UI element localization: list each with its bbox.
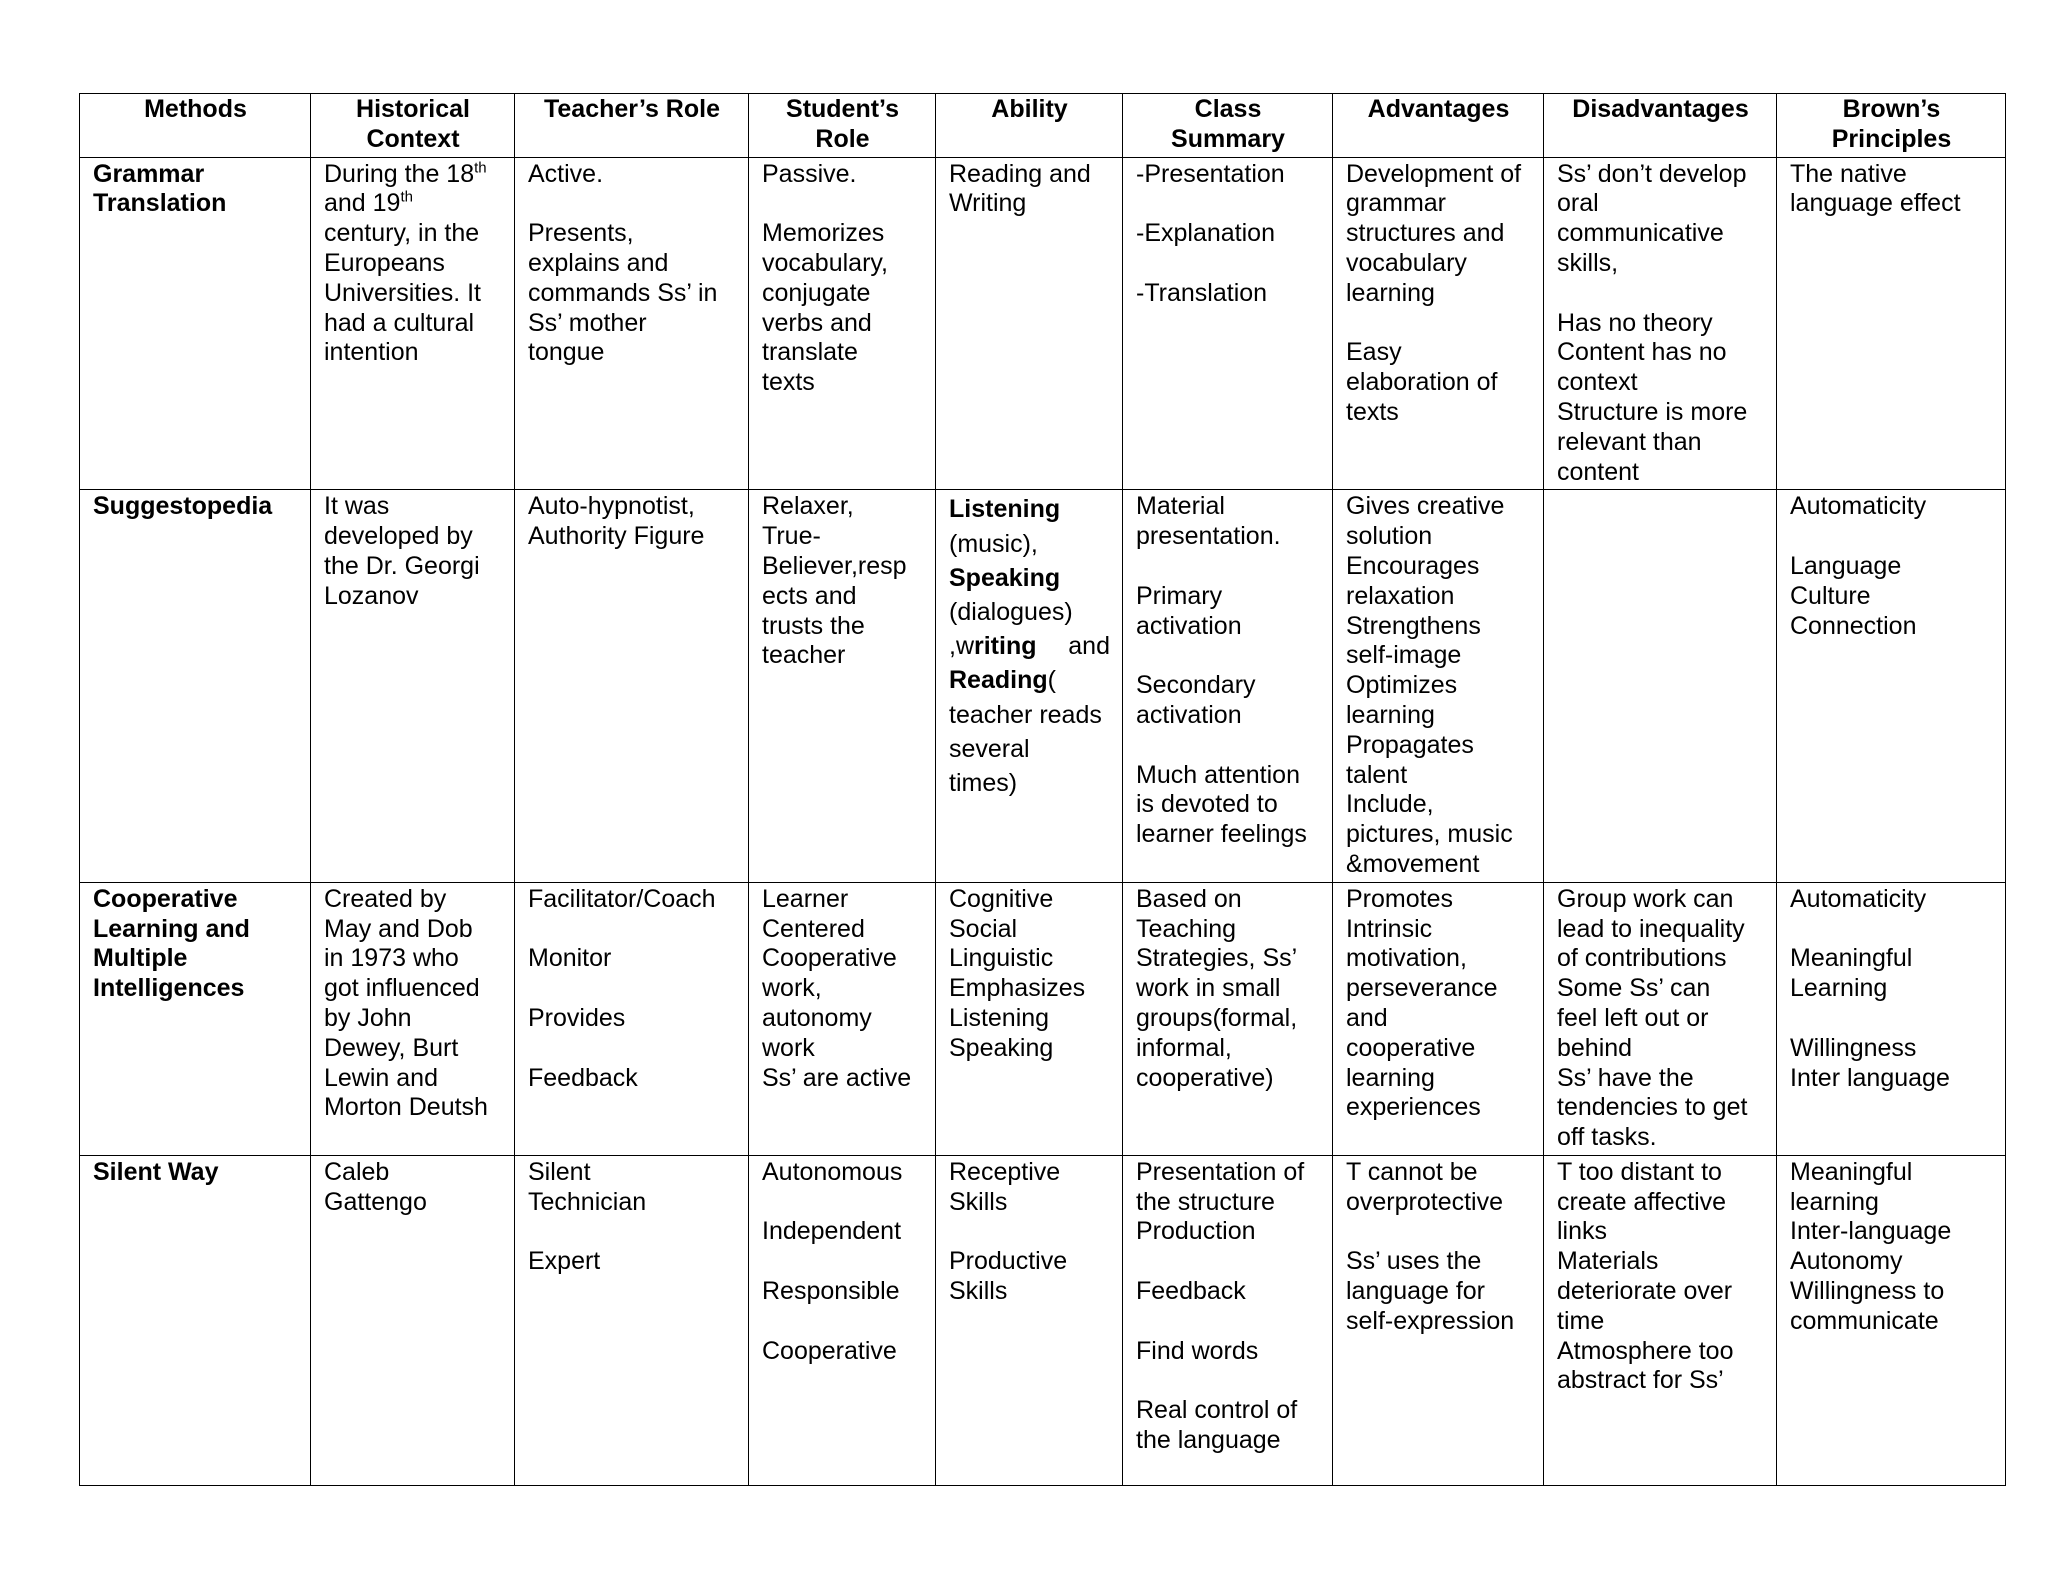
header-methods: Methods [80, 94, 311, 158]
cell-text-line: Ss’ have the [1557, 1063, 1694, 1092]
browns-principles-cell [1777, 490, 2006, 882]
historical-context-cell [311, 1155, 515, 1485]
cell-text-line: experiences [1346, 1093, 1481, 1122]
cell-text-line: Ss’ don’t develop [1557, 159, 1747, 188]
cell-text-line: Feedback [528, 1063, 638, 1092]
methods-comparison-sheet [79, 93, 2005, 1486]
cell-text-line: Meaningful [1790, 1157, 1913, 1186]
table-row [80, 490, 2006, 882]
cell-text-line: Lozanov [324, 581, 419, 610]
line-gap [1790, 1004, 1993, 1034]
header-advantages: Advantages [1333, 94, 1544, 158]
cell-text-line: T cannot be [1346, 1157, 1478, 1186]
cell-text-line: in 1973 who [324, 944, 459, 973]
cell-text-line: elaboration of [1346, 368, 1498, 397]
cell-text-line: autonomy [762, 1003, 872, 1032]
cell-text-line: Secondary [1136, 671, 1256, 700]
cell-text-line: Europeans [324, 248, 445, 277]
header-teachers-role: Teacher’s Role [515, 94, 749, 158]
cell-text-line: Real control of [1136, 1396, 1298, 1425]
cell-text-line: Silent [528, 1157, 591, 1186]
line-gap [1136, 731, 1320, 761]
cell-text-line: Autonomous [762, 1157, 903, 1186]
cell-text-line: of contributions [1557, 944, 1727, 973]
cell-text-line: off tasks. [1557, 1123, 1657, 1152]
methods-table [79, 93, 2006, 1486]
cell-text-line: Gattengo [324, 1187, 427, 1216]
cell-text-line: Meaningful [1790, 944, 1913, 973]
cell-text-line: relevant than [1557, 427, 1702, 456]
cell-text-line: behind [1557, 1033, 1633, 1062]
cell-text-line: Skills [949, 1277, 1008, 1306]
header-disadvantages: Disadvantages [1544, 94, 1777, 158]
advantages-cell [1333, 882, 1544, 1155]
cell-text-line: Include, [1346, 790, 1434, 819]
cell-text-line: self-expression [1346, 1306, 1515, 1335]
method-cell [80, 490, 311, 882]
cell-text-line: Authority Figure [528, 522, 705, 551]
cell-text-line: lead to inequality [1557, 914, 1745, 943]
class-summary-cell [1123, 882, 1333, 1155]
cell-text-line: links [1557, 1217, 1608, 1246]
cell-text-line: learning [1346, 700, 1435, 729]
cell-text-line: Presentation of [1136, 1157, 1305, 1186]
cell-text-line: deteriorate over [1557, 1277, 1733, 1306]
cell-text-line: self-image [1346, 641, 1462, 670]
cell-text-line: century, in the [324, 219, 480, 248]
line-gap [1346, 309, 1531, 339]
cell-text-line: commands Ss’ in [528, 278, 718, 307]
cell-text-line: activation [1136, 611, 1242, 640]
line-gap [949, 1217, 1110, 1247]
cell-text-line: May and Dob [324, 914, 473, 943]
cell-text-line: Materials [1557, 1247, 1659, 1276]
line-gap [1790, 915, 1993, 945]
cell-text-line: explains and [528, 248, 669, 277]
teachers-role-cell [515, 157, 749, 490]
cell-text-line: vocabulary, [762, 248, 888, 277]
disadvantages-cell [1544, 882, 1777, 1155]
method-cell [80, 157, 311, 490]
cell-text-line: learner feelings [1136, 820, 1307, 849]
cell-text-line: Optimizes [1346, 671, 1458, 700]
cell-text-line: create affective [1557, 1187, 1727, 1216]
cell-text-line: It was [324, 492, 390, 521]
line-gap [1136, 1366, 1320, 1396]
cell-text-line: verbs and [762, 308, 872, 337]
cell-text-line: Willingness to [1790, 1277, 1945, 1306]
cell-text-line: Presents, [528, 219, 634, 248]
class-summary-cell [1123, 1155, 1333, 1485]
cell-text-line: Memorizes [762, 219, 885, 248]
cell-text-line: conjugate [762, 278, 871, 307]
cell-text-line: Technician [528, 1187, 647, 1216]
cell-text-line: Translation [93, 189, 227, 218]
cell-text-line: Primary [1136, 581, 1223, 610]
cell-text-line: Expert [528, 1247, 601, 1276]
cell-text-line: Find words [1136, 1336, 1259, 1365]
line-gap [1557, 279, 1764, 309]
header-historical-context: Historical Context [311, 94, 515, 158]
cell-text-line: presentation. [1136, 522, 1281, 551]
advantages-cell [1333, 490, 1544, 882]
cell-text-line: learning [1790, 1187, 1879, 1216]
cell-text-line: Emphasizes [949, 974, 1086, 1003]
line-gap [528, 974, 736, 1004]
cell-text-line: Content has no [1557, 338, 1727, 367]
cell-text-line: Relaxer, [762, 492, 854, 521]
browns-principles-cell [1777, 157, 2006, 490]
students-role-cell [749, 490, 936, 882]
cell-text-line: Active. [528, 159, 604, 188]
cell-text-line: Believer,resp [762, 551, 907, 580]
students-role-cell [749, 882, 936, 1155]
cell-text-line: Grammar [93, 159, 205, 188]
ability-cell [936, 1155, 1123, 1485]
ability-cell [936, 882, 1123, 1155]
cell-text-line: work, [762, 974, 822, 1003]
cell-text-line: grammar [1346, 189, 1447, 218]
header-row [80, 94, 2006, 158]
cell-text-line: abstract for Ss’ [1557, 1366, 1724, 1395]
cell-text-line: Atmosphere too [1557, 1336, 1734, 1365]
cell-text-line: work in small [1136, 974, 1281, 1003]
cell-text-line: Created by [324, 884, 447, 913]
advantages-cell [1333, 157, 1544, 490]
cell-text-line: The native [1790, 159, 1907, 188]
historical-context-cell [311, 490, 515, 882]
cell-text-line: tongue [528, 338, 605, 367]
cell-text-line: the structure [1136, 1187, 1275, 1216]
cell-text-line: Linguistic [949, 944, 1054, 973]
cell-text-line: Much attention [1136, 760, 1300, 789]
method-cell [80, 1155, 311, 1485]
cell-text-line: Ss’ mother [528, 308, 647, 337]
line-gap [1136, 1247, 1320, 1277]
cell-text-line: relaxation [1346, 581, 1455, 610]
cell-text-line: Learning and [93, 914, 250, 943]
cell-text-line: Multiple [93, 944, 188, 973]
disadvantages-cell [1544, 157, 1777, 490]
cell-text-line: communicate [1790, 1306, 1939, 1335]
cell-text-line: language for [1346, 1277, 1486, 1306]
cell-text-line: language effect [1790, 189, 1961, 218]
teachers-role-cell [515, 882, 749, 1155]
cell-text-line: is devoted to [1136, 790, 1278, 819]
cell-text-line: Based on [1136, 884, 1242, 913]
cell-text-line: Productive [949, 1247, 1068, 1276]
cell-text-line: oral [1557, 189, 1599, 218]
cell-text-line: Material [1136, 492, 1225, 521]
line-gap [1136, 552, 1320, 582]
cell-text-line: Cooperative [762, 944, 897, 973]
students-role-cell [749, 1155, 936, 1485]
cell-text-line: ects and [762, 581, 857, 610]
cell-text-line: and [1346, 1003, 1388, 1032]
cell-text-line: cooperative) [1136, 1063, 1274, 1092]
cell-text-line: overprotective [1346, 1187, 1504, 1216]
cell-text-line: Ss’ are active [762, 1063, 912, 1092]
class-summary-cell [1123, 157, 1333, 490]
cell-text-line: Writing [949, 189, 1027, 218]
cell-text-line: learning [1346, 278, 1435, 307]
cell-text-line: structures and [1346, 219, 1505, 248]
browns-principles-cell [1777, 882, 2006, 1155]
cell-text-line: Connection [1790, 611, 1917, 640]
cell-text-line: context [1557, 368, 1638, 397]
cell-text-line: Easy [1346, 338, 1402, 367]
cell-text-line: True- [762, 522, 821, 551]
cell-text-line: cooperative [1346, 1033, 1476, 1062]
cell-text-line: Responsible [762, 1277, 900, 1306]
cell-text-line: Social [949, 914, 1018, 943]
disadvantages-cell [1544, 490, 1777, 882]
cell-text-line: Suggestopedia [93, 492, 273, 521]
cell-text-line: Provides [528, 1003, 626, 1032]
students-role-cell [749, 157, 936, 490]
teachers-role-cell [515, 490, 749, 882]
cell-text-line: Language [1790, 551, 1902, 580]
cell-text-line: Gives creative [1346, 492, 1505, 521]
line-gap [528, 1217, 736, 1247]
line-gap [762, 189, 923, 219]
cell-text-line: Willingness [1790, 1033, 1917, 1062]
historical-context-cell: During the 18th and 19th century, in the Europeans Universities. It had a cultural intention [311, 157, 515, 490]
class-summary-cell [1123, 490, 1333, 882]
cell-text-line: Facilitator/Coach [528, 884, 716, 913]
cell-text-line: texts [1346, 397, 1399, 426]
cell-text-line: time [1557, 1306, 1605, 1335]
line-gap [1136, 249, 1320, 279]
cell-text-line: work [762, 1033, 815, 1062]
cell-text-line: Encourages [1346, 551, 1480, 580]
cell-text-line: Production [1136, 1217, 1256, 1246]
cell-text-line: tendencies to get [1557, 1093, 1748, 1122]
cell-text-line: motivation, [1346, 944, 1467, 973]
cell-text-line: learning [1346, 1063, 1435, 1092]
cell-text-line: Reading and [949, 159, 1091, 188]
cell-text-line: pictures, music [1346, 820, 1513, 849]
header-students-role: Student’s Role [749, 94, 936, 158]
cell-text-line: perseverance [1346, 974, 1498, 1003]
cell-text-line: Independent [762, 1217, 902, 1246]
advantages-cell [1333, 1155, 1544, 1485]
cell-text-line: Cooperative [93, 884, 238, 913]
cell-text-line: Centered [762, 914, 865, 943]
line-gap [528, 189, 736, 219]
cell-text-line: teacher [762, 641, 846, 670]
cell-text-line: -Explanation [1136, 219, 1275, 248]
cell-text-line: Propagates [1346, 730, 1474, 759]
historical-context-cell [311, 882, 515, 1155]
cell-text-line: trusts the [762, 611, 865, 640]
cell-text-line: Skills [949, 1187, 1008, 1216]
teachers-role-cell [515, 1155, 749, 1485]
cell-text-line: Receptive [949, 1157, 1061, 1186]
table-row [80, 157, 2006, 490]
cell-text-line: the Dr. Georgi [324, 551, 480, 580]
ability-cell [936, 157, 1123, 490]
cell-text-line: Morton Deutsh [324, 1093, 488, 1122]
cell-text-line: Ss’ uses the [1346, 1247, 1482, 1276]
cell-text-line: talent [1346, 760, 1408, 789]
cell-text-line: Passive. [762, 159, 857, 188]
cell-text-line: Speaking [949, 1033, 1054, 1062]
cell-text-line: Monitor [528, 944, 612, 973]
cell-text-line: Silent Way [93, 1157, 219, 1186]
cell-text-line: Learning [1790, 974, 1888, 1003]
cell-text-line: Caleb [324, 1157, 390, 1186]
cell-text-line: Auto-hypnotist, [528, 492, 695, 521]
cell-text-line: groups(formal, [1136, 1003, 1298, 1032]
cell-text-line: vocabulary [1346, 248, 1467, 277]
cell-text-line: got influenced [324, 974, 480, 1003]
cell-text-line: developed by [324, 522, 473, 551]
table-row [80, 882, 2006, 1155]
cell-text-line: Has no theory [1557, 308, 1713, 337]
cell-text-line: Culture [1790, 581, 1871, 610]
line-gap [762, 1188, 923, 1218]
method-cell [80, 882, 311, 1155]
cell-text-line: Intelligences [93, 974, 245, 1003]
cell-text-line: -Presentation [1136, 159, 1285, 188]
cell-text-line: Autonomy [1790, 1247, 1903, 1276]
cell-text-line: Structure is more [1557, 397, 1748, 426]
cell-text-line: Teaching [1136, 914, 1237, 943]
line-gap [1136, 189, 1320, 219]
cell-text-line: activation [1136, 700, 1242, 729]
cell-text-line: Development of [1346, 159, 1522, 188]
line-gap [1790, 522, 1993, 552]
cell-text-line: informal, [1136, 1033, 1232, 1062]
cell-text-line: Promotes [1346, 884, 1453, 913]
line-gap [762, 1307, 923, 1337]
cell-text-line: translate [762, 338, 858, 367]
cell-text-line: &movement [1346, 849, 1480, 878]
cell-text-line: by John [324, 1003, 412, 1032]
line-gap [528, 1034, 736, 1064]
cell-text-line: the language [1136, 1426, 1281, 1455]
header-browns-principles: Brown’s Principles [1777, 94, 2006, 158]
cell-text-line: content [1557, 457, 1640, 486]
cell-text-line: texts [762, 368, 815, 397]
table-row [80, 1155, 2006, 1485]
cell-text-line: Strategies, Ss’ [1136, 944, 1298, 973]
cell-text-line: Lewin and [324, 1063, 438, 1092]
header-class-summary: Class Summary [1123, 94, 1333, 158]
line-gap [528, 915, 736, 945]
cell-text-line: solution [1346, 522, 1433, 551]
line-gap [1136, 1307, 1320, 1337]
cell-text-line: Intrinsic [1346, 914, 1433, 943]
cell-text-line: Inter-language [1790, 1217, 1952, 1246]
cell-text-line: T too distant to [1557, 1157, 1722, 1186]
cell-text-line: Group work can [1557, 884, 1734, 913]
cell-text-line: -Translation [1136, 278, 1268, 307]
cell-text-line: intention [324, 338, 419, 367]
cell-text-line: Listening [949, 1003, 1050, 1032]
cell-text-line: Feedback [1136, 1277, 1246, 1306]
cell-text-line: had a cultural [324, 308, 475, 337]
line-gap [1346, 1217, 1531, 1247]
cell-text-line: Some Ss’ can [1557, 974, 1711, 1003]
disadvantages-cell [1544, 1155, 1777, 1485]
cell-text-line: Universities. It [324, 278, 481, 307]
line-gap [1136, 641, 1320, 671]
browns-principles-cell [1777, 1155, 2006, 1485]
cell-text-line: Automaticity [1790, 492, 1927, 521]
line-gap [762, 1247, 923, 1277]
cell-text-line: Cooperative [762, 1336, 897, 1365]
cell-text-line: Strengthens [1346, 611, 1481, 640]
cell-text-line: Inter language [1790, 1063, 1950, 1092]
cell-text-line: Cognitive [949, 884, 1054, 913]
cell-text-line: Dewey, Burt [324, 1033, 459, 1062]
cell-text-line: skills, [1557, 248, 1619, 277]
cell-text-line: Learner [762, 884, 849, 913]
cell-text-line: feel left out or [1557, 1003, 1709, 1032]
cell-text-line: communicative [1557, 219, 1724, 248]
ability-cell: Listening (music), Speaking (dialogues) ,writing and Reading( teacher reads several times) [936, 490, 1123, 882]
cell-text-line: Automaticity [1790, 884, 1927, 913]
header-ability: Ability [936, 94, 1123, 158]
